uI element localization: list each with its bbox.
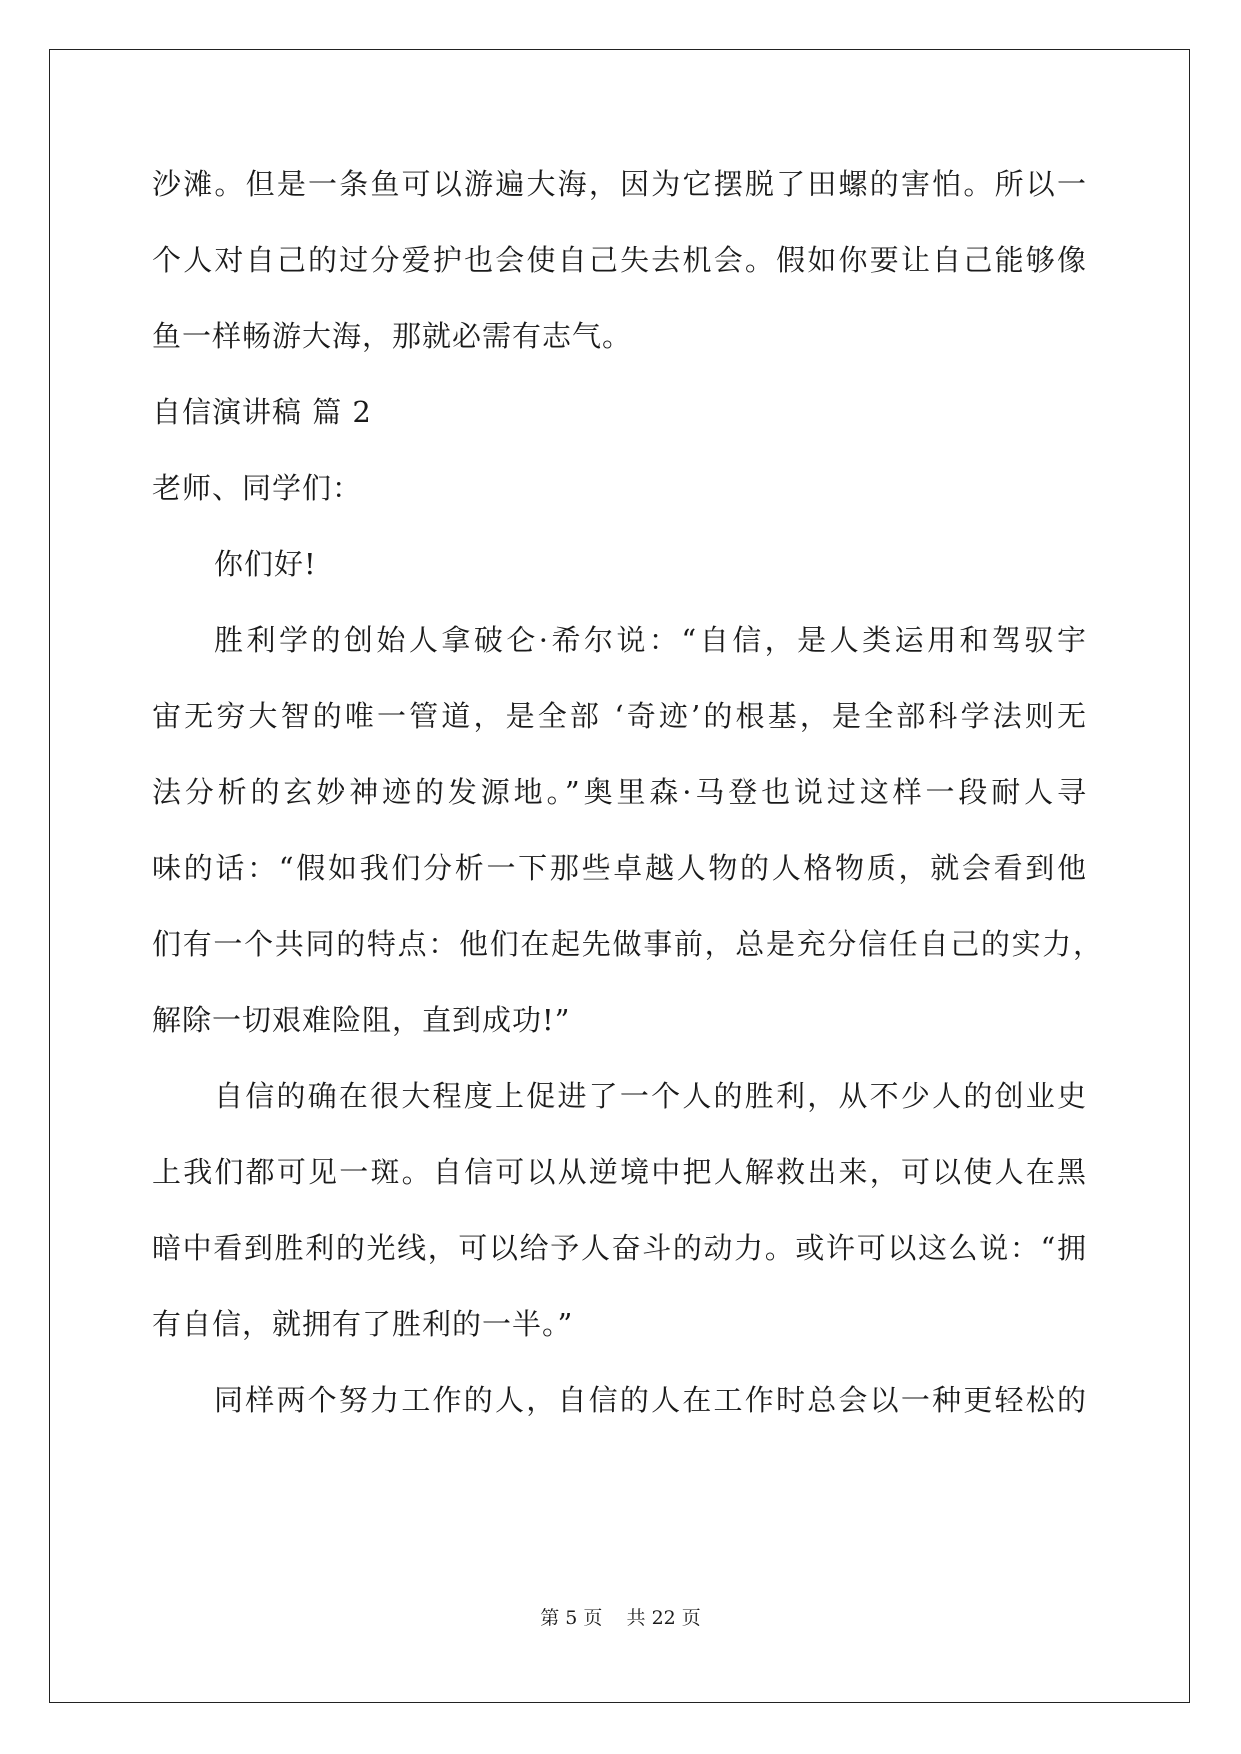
paragraph-line: 同样两个努力工作的人，自信的人在工作时总会以一种更轻松的 [214, 1383, 1086, 1417]
paragraph-line: 宙无穷大智的唯一管道，是全部 ‘奇迹’的根基，是全部科学法则无 [152, 699, 1086, 733]
page-number: 第 5 页 共 22 页 [540, 1607, 701, 1629]
paragraph-line: 上我们都可见一斑。自信可以从逆境中把人解救出来，可以使人在黑 [152, 1155, 1086, 1189]
paragraph-line: 们有一个共同的特点：他们在起先做事前，总是充分信任自己的实力， [152, 927, 1102, 961]
paragraph-line: 味的话：“假如我们分析一下那些卓越人物的人格物质，就会看到他 [152, 851, 1086, 885]
greeting: 你们好! [214, 547, 317, 581]
paragraph-line: 自信的确在很大程度上促进了一个人的胜利，从不少人的创业史 [214, 1079, 1086, 1113]
paragraph-line: 个人对自己的过分爱护也会使自己失去机会。假如你要让自己能够像 [152, 243, 1086, 277]
paragraph-line: 法分析的玄妙神迹的发源地。”奥里森·马登也说过这样一段耐人寻 [152, 775, 1086, 809]
paragraph-line: 胜利学的创始人拿破仑·希尔说：“自信，是人类运用和驾驭宇 [214, 623, 1086, 657]
paragraph-line: 沙滩。但是一条鱼可以游遍大海，因为它摆脱了田螺的害怕。所以一 [152, 167, 1086, 201]
paragraph-line: 鱼一样畅游大海，那就必需有志气。 [152, 319, 633, 353]
paragraph-line: 解除一切艰难险阻，直到成功!” [152, 1003, 571, 1037]
paragraph-line: 暗中看到胜利的光线，可以给予人奋斗的动力。或许可以这么说：“拥 [152, 1231, 1086, 1265]
salutation: 老师、同学们： [152, 471, 363, 505]
paragraph-line: 有自信，就拥有了胜利的一半。” [152, 1307, 574, 1341]
section-heading: 自信演讲稿 篇 2 [152, 395, 372, 429]
